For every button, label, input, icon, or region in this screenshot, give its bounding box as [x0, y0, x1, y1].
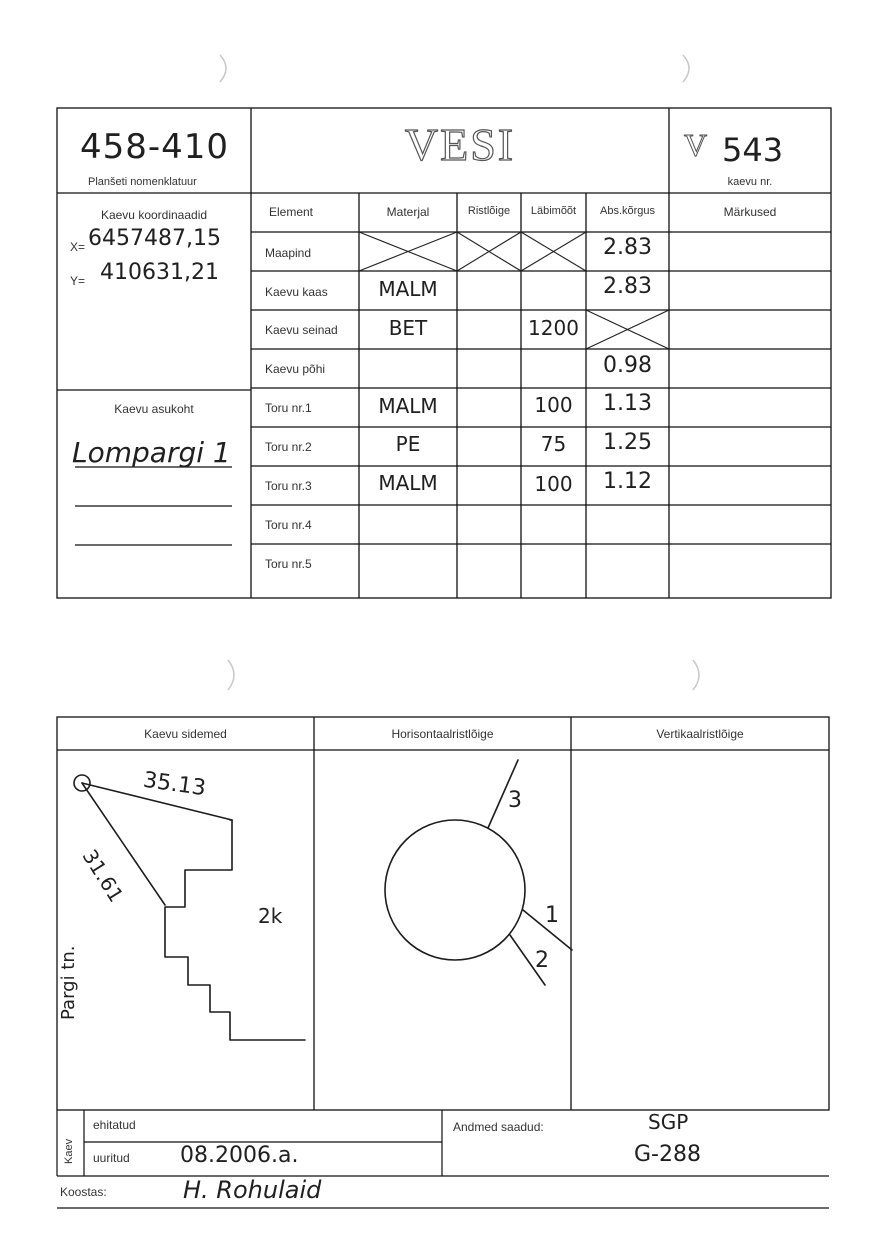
row-element: Toru nr.3: [265, 479, 312, 493]
coord-y-value: 410631,21: [100, 260, 219, 285]
row-element: Maapind: [265, 246, 312, 260]
row-material: BET: [388, 316, 428, 340]
row-diameter: 100: [534, 472, 573, 496]
compiled-value: H. Rohulaid: [183, 1176, 322, 1204]
th-material: Materjal: [386, 205, 430, 219]
data-received-label: Andmed saadud:: [453, 1120, 544, 1134]
row-abs-height: 1.12: [603, 469, 652, 494]
location-label: Kaevu asukoht: [114, 402, 194, 416]
surveyed-label: uuritud: [93, 1151, 130, 1165]
form-title: VESI: [404, 119, 516, 170]
vertical-header: Vertikaalristlõige: [656, 727, 744, 741]
tie-distance-1: 35.13: [141, 767, 208, 802]
surveyed-value: 08.2006.a.: [180, 1143, 299, 1168]
pipe-label-2: 2: [535, 948, 549, 973]
side-label-kaev: Kaev: [63, 1138, 75, 1164]
data-received-value-2: G-288: [634, 1142, 701, 1167]
coord-y-label: Y=: [70, 274, 86, 288]
data-received-value-1: SGP: [648, 1110, 689, 1134]
row-diameter: 100: [534, 393, 573, 417]
horizontal-header: Horisontaalristlõige: [391, 727, 494, 741]
row-material: MALM: [378, 394, 438, 418]
row-element: Toru nr.1: [265, 401, 312, 415]
th-diameter: Läbimõõt: [530, 205, 577, 217]
building-label: 2k: [258, 904, 283, 928]
well-circle: [385, 820, 525, 960]
location-value: Lompargi 1: [72, 436, 231, 469]
row-diameter: 1200: [528, 316, 579, 340]
th-cross: Ristlõige: [467, 205, 511, 217]
row-element: Kaevu põhi: [265, 362, 326, 376]
row-element: Kaevu seinad: [265, 323, 338, 337]
row-material: PE: [395, 432, 421, 456]
row-abs-height: 1.25: [603, 430, 652, 455]
pipe-label-1: 1: [545, 903, 559, 928]
plansheet-value: 458-410: [80, 127, 230, 167]
ties-header: Kaevu sidemed: [144, 727, 227, 741]
row-abs-height: 2.83: [603, 235, 652, 260]
row-abs-height: 0.98: [603, 353, 652, 378]
pipe-label-3: 3: [508, 788, 522, 813]
row-abs-height: 2.83: [603, 274, 652, 299]
well-number: 543: [722, 131, 784, 169]
row-element: Toru nr.4: [265, 518, 312, 532]
coord-x-label: X=: [70, 240, 86, 254]
coord-x-value: 6457487,15: [88, 226, 221, 251]
row-element: Kaevu kaas: [265, 285, 328, 299]
tie-distance-2: 31.61: [77, 845, 129, 907]
well-number-label: kaevu nr.: [727, 176, 773, 188]
footer-lines: [57, 1110, 829, 1208]
row-material: MALM: [378, 471, 438, 495]
th-abs-height: Abs.kõrgus: [599, 205, 656, 217]
row-diameter: 75: [540, 432, 567, 456]
coords-label: Kaevu koordinaadid: [100, 208, 208, 222]
row-abs-height: 1.13: [603, 391, 652, 416]
building-outline: [165, 820, 305, 1040]
th-remarks: Märkused: [723, 205, 777, 219]
well-prefix: V: [684, 127, 708, 163]
row-material: MALM: [378, 277, 438, 301]
compiled-label: Koostas:: [60, 1185, 107, 1199]
built-label: ehitatud: [93, 1118, 136, 1132]
row-element: Toru nr.5: [265, 557, 312, 571]
th-element: Element: [268, 205, 314, 219]
street-label: Pargi tn.: [58, 945, 79, 1020]
plansheet-label: Planšeti nomenklatuur: [88, 176, 197, 188]
row-element: Toru nr.2: [265, 440, 312, 454]
